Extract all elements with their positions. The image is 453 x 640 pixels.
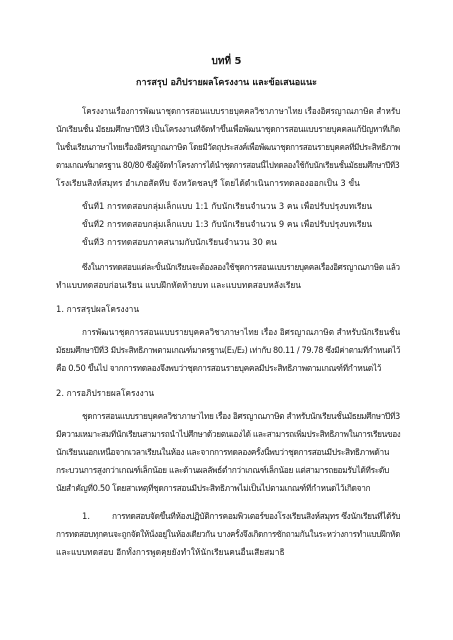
section-2-line: กระบวนการสูงกว่าเกณฑ์เล็กน้อย และด้านผลลัพธ์ต่ำกว่าเกณฑ์เล็กน้อย แต่สามารถยอมรับได้ที่ระดับ xyxy=(56,465,389,475)
intro-line: ในชั้นเรียนภาษาไทยเรื่องอิศรญาณภาษิต โดยมีวัตถุประสงค์เพื่อพัฒนาชุดการสอนรายบุคคลที่มีประสิทธิภาพ xyxy=(56,142,401,152)
reason-item-line: การทดสอบทุกคนจะถูกจัดให้นั่งอยู่ในห้องเดียวกัน บางครั้งจึงเกิดการซักถามกันในระหว่างการทำแบบฝึกหัด xyxy=(56,529,401,539)
intro-line: โรงเรียนสิงห์สมุทร อำเภอสัตหีบ จังหวัดชลบุรี โดยได้ดำเนินการทดลองออกเป็น 3 ขั้น xyxy=(56,178,360,188)
reason-item-line: การทดสอบจัดขึ้นที่ห้องปฏิบัติการคอมพิวเตอร์ของโรงเรียนสิงห์สมุทร ซึ่งนักเรียนที่ได้รับ xyxy=(112,511,401,521)
section-2-line: นักเรียนนอกเหนือจากเวลาเรียนในห้อง และจากการทดลองครั้งนี้พบว่าชุดการสอนมีประสิทธิภาพด้าน xyxy=(56,447,390,457)
intro-line: นักเรียนชั้น มัธยมศึกษาปีที่3 เป็นโครงงานที่จัดทำขึ้นเพื่อพัฒนาชุดการสอนแบบรายบุคคลแก้ปัญหาที่เกิด xyxy=(56,124,400,134)
step-item: ขั้นที่2 การทดสอบกลุ่มเล็กแบบ 1:3 กับนักเรียนจำนวน 9 คน เพื่อปรับปรุงบทเรียน xyxy=(82,219,373,229)
intro-line: ตามเกณฑ์มาตรฐาน 80/80 ซึ่งผู้จัดทำโครงการได้นำชุดการสอนนี้ไปทดลองใช้กับนักเรียนชั้นมัธยมศึกษาปีที่3 xyxy=(56,160,400,170)
section-1-title: 1. การสรุปผลโครงงาน xyxy=(56,304,140,314)
section-1-line: คือ 0.50 ขึ้นไป จากการทดลองจึงพบว่าชุดการสอนรายบุคคลมีประสิทธิภาพตามเกณฑ์ที่กำหนดไว้ xyxy=(56,363,382,373)
trial-note-line: ทำแบบทดสอบก่อนเรียน แบบฝึกหัดท้ายบท และแบบทดสอบหลังเรียน xyxy=(56,280,301,290)
section-2-title: 2. การอภิปรายผลโครงงาน xyxy=(56,388,155,398)
chapter-heading: การสรุป อภิปรายผลโครงงาน และข้อเสนอแนะ xyxy=(136,78,317,88)
section-2-line: นัยสำคัญที่0.50 โดยสาเหตุที่ชุดการสอนมีประสิทธิภาพไม่เป็นไปตามเกณฑ์ที่กำหนดไว้เกิดจาก xyxy=(56,483,371,493)
reason-item-number: 1. xyxy=(82,511,90,521)
trial-note-line: ซึ่งในการทดสอบแต่ละขั้นนักเรียนจะต้องลองใช้ชุดการสอนแบบรายบุคคลเรื่องอิศรญาณภาษิต แล้ว xyxy=(82,262,400,272)
section-1-line: มัธยมศึกษาปีที่3 มีประสิทธิภาพตามเกณฑ์มาตรฐาน(E₁/E₂) เท่ากับ 80.11 / 79.78 ซึ่งมีค่าตามที่กำหนดไว้ xyxy=(56,345,401,355)
section-1-line: การพัฒนาชุดการสอนแบบรายบุคคลวิชาภาษาไทย เรื่อง อิศรญาณภาษิต สำหรับนักเรียนชั้น xyxy=(82,327,401,337)
reason-item-line: และแบบทดสอบ อีกทั้งการพูดคุยยังทำให้นักเรียนคนอื่นเสียสมาธิ xyxy=(56,547,285,557)
step-item: ขั้นที่3 การทดสอบภาคสนามกับนักเรียนจำนวน 30 คน xyxy=(82,237,277,247)
step-item: ขั้นที่1 การทดสอบกลุ่มเล็กแบบ 1:1 กับนักเรียนจำนวน 3 คน เพื่อปรับปรุงบทเรียน xyxy=(82,201,373,211)
section-2-line: มีความเหมาะสมที่นักเรียนสามารถนำไปศึกษาด้วยตนเองได้ และสามารถเพิ่มประสิทธิภาพในการเรียนของ xyxy=(56,429,401,439)
intro-line: โครงงานเรื่องการพัฒนาชุดการสอนแบบรายบุคคลวิชาภาษาไทย เรื่องอิศรญาณภาษิต สำหรับ xyxy=(82,106,401,116)
chapter-title: บทที่ 5 xyxy=(211,56,242,67)
section-2-line: ชุดการสอนแบบรายบุคคลวิชาภาษาไทย เรื่อง อิศรญาณภาษิต สำหรับนักเรียนชั้นมัธยมศึกษาปีที่3 xyxy=(82,411,400,421)
